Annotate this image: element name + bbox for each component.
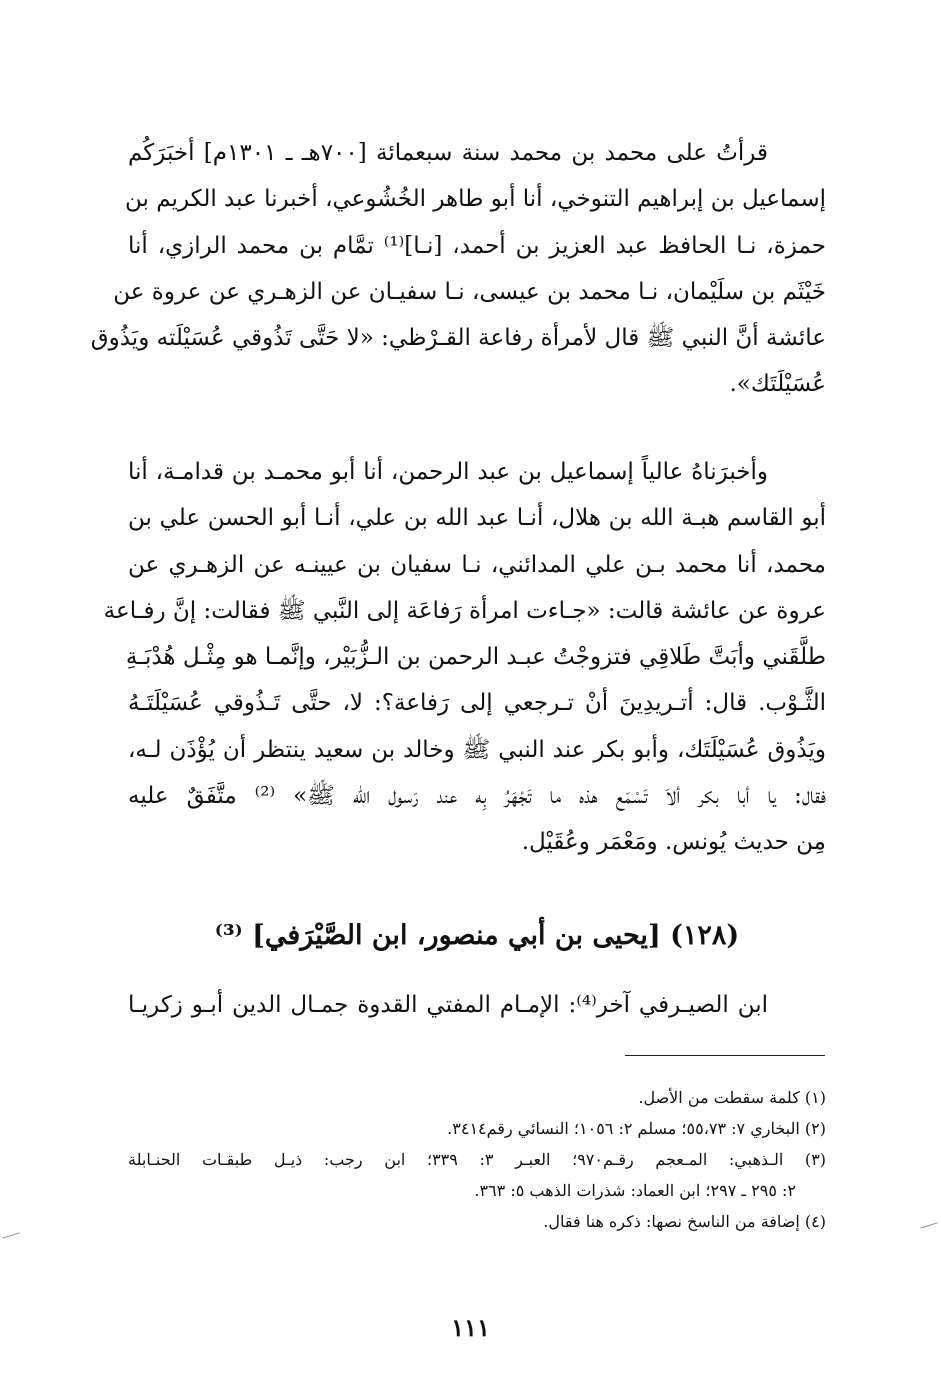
text-line: إسماعيل بن إبراهيم التنوخي، أنا أبو طاهر الخُشُوعي، أخبرنا عبد الكريم بن bbox=[125, 186, 826, 213]
entry-first-line: ابن الصيـرفي آخر⁽⁴⁾: الإمـام المفتي القدوة جمـال الدين أبـو زكريـا bbox=[128, 992, 769, 1018]
scan-mark bbox=[920, 1222, 937, 1229]
text-line: حمزة، نـا الحافظ عبد العزيز بن أحمد، [نـا]⁽¹⁾ تمَّام بن محمد الرازي، أنا bbox=[128, 232, 826, 259]
text-line: ويَذُوق عُسَيْلَتَك، وأبو بكر عند النبي ﷺ وخالد بن سعيد ينتظر أن يُؤْذَن لـه، bbox=[128, 736, 826, 763]
footnote-separator bbox=[625, 1055, 825, 1056]
footnote-2: (٢) البخاري ٧: ٥٥،٧٣؛ مسلم ٢: ١٠٥٦؛ النسائي رقم٣٤١٤. bbox=[447, 1119, 826, 1138]
text-line: قرأتُ على محمد بن محمد سنة سبعمائة [٧٠٠هـ ـ ١٣٠١م] أخبَرَكُم bbox=[128, 140, 768, 166]
text-line: عروة عن عائشة قالت: «جـاءت امرأة رَفاعَة إلى النَّبي ﷺ فقالت: إنَّ رفـاعة bbox=[103, 597, 826, 624]
text-line: مِن حديث يُونس. ومَعْمَر وعُقَيْل. bbox=[521, 829, 826, 856]
text-line: فقال: يا أبا بكر ألاَ تَسْمَع هذه ما تَجْهَرُ بِه عند رَسول الله ﷺ» ⁽²⁾ متَّفَقٌ عليه bbox=[128, 783, 826, 810]
page-number: ١١١ bbox=[451, 1313, 490, 1342]
text-line: عُسَيْلَتَك». bbox=[729, 371, 826, 398]
footnote-3: (٣) الـذهبي: المـعجم رقـم٩٧٠؛ العبـر ٣: ٣٣٩؛ ابن رجب: ذيـل طبقـات الحنـابلة bbox=[128, 1150, 827, 1169]
text-line: عائشة أنَّ النبي ﷺ قال لأمرأة رفاعة القـرْظي: «لا حَتَّى تَذُوقي عُسَيْلَته ويَذُوق bbox=[90, 325, 826, 352]
text-line: وأخبرَناهُ عالياً إسماعيل بن عبد الرحمن، أنا أبو محمـد بن قدامـة، أنا bbox=[128, 459, 768, 485]
text-line: محمد، أنا محمد بـن علي المدائني، نـا سفيان بن عيينـه عن الزهـري عن bbox=[128, 551, 826, 578]
paragraph-2 bbox=[103, 449, 826, 866]
text-line: أبو القاسم هبـة الله بن هلال، أنـا عبد الله بن علي، أنـا أبو الحسن علي بن bbox=[128, 505, 826, 532]
entry-heading: (١٢٨) [يحيى بن أبي منصور، ابن الصَّيْرَفي] ⁽³⁾ bbox=[214, 920, 740, 951]
scan-mark bbox=[2, 1232, 19, 1239]
paragraph-1 bbox=[90, 130, 826, 408]
footnotes bbox=[128, 1082, 826, 1237]
footnote-4: (٤) إضافة من الناسخ نصها: ذكره هنا فقال. bbox=[543, 1212, 826, 1231]
text-line: خَيْثَم بن سلَيْمان، نـا محمد بن عيسى، نـا سفيـان عن الزهـري عن عروة عن bbox=[113, 278, 826, 305]
footnote-1: (١) كلمة سقطت من الأصل. bbox=[638, 1088, 826, 1107]
text-line: طلَّقَني وأبَتَّ طَلاقِي فتزوجْتُ عبـد الرحمن بن الـزُّبَيْر، وإنَّمـا هو مِثْـل هُدْبَـةِ bbox=[125, 644, 826, 671]
footnote-3-continuation: ٢: ٢٩٥ ـ ٢٩٧؛ ابن العماد: شذرات الذهب ٥: ٣٦٣. bbox=[474, 1181, 796, 1200]
text-line: الثَّـوْب. قال: أتـريدِينَ أنْ تـرجعي إلى رَفاعة؟: لا، حتَّى تَـذُوقي عُسَيْلَتَـهُ bbox=[128, 690, 826, 717]
